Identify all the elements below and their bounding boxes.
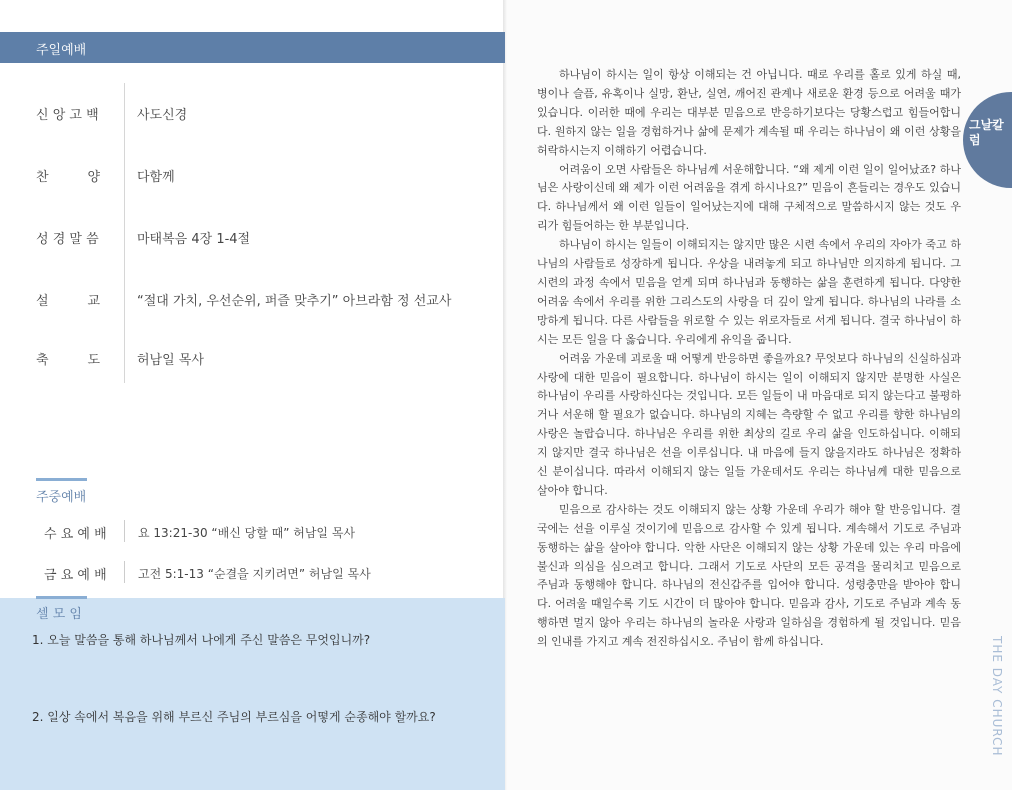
cell-group-accent-line xyxy=(36,596,87,599)
column-paragraph-4: 어려움 가운데 괴로울 때 어떻게 반응하면 좋을까요? 무엇보다 하나님의 신실하심과 사랑에 대한 믿음이 필요합니다. 하나님이 하시는 일이 이해되지 않지만 분명한 사실은 하나님이 우리를 사랑하신다는 것입니다. 모든 일들이 내 마음대로 되지 않는다고 불평하거나 서운해 할 필요가 없습니다. 하나님의 지혜는 측량할 수 없고 우리를 향한 하나님의 사랑은 놀랍습니다. 하나님은 우리를 위한 최상의 길로 우리 삶을 인도하십니다. 이해되지 않지만 결국 하나님은 선을 이루십니다. 내 마음에 들지 않을지라도 하나님은 정확하신 분이십니다. 따라서 이해되지 않는 일들 가운데서도 우리는 하나님께 대한 믿음으로 살아야 합니다. xyxy=(537,351,961,497)
row-label-creed: 신 앙 고 백 xyxy=(36,108,99,123)
wednesday-label: 수 요 예 배 xyxy=(44,527,107,542)
cell-question-2: 2. 일상 속에서 복음을 위해 부르신 주님의 부르심을 어떻게 순종해야 할까요? xyxy=(32,710,436,724)
row-value-sermon: “절대 가치, 우선순위, 퍼즐 맞추기” 아브라함 정 선교사 xyxy=(137,294,452,309)
row-value-creed: 사도신경 xyxy=(137,108,188,123)
friday-label: 금 요 예 배 xyxy=(44,568,107,583)
column-paragraph-2: 어려움이 오면 사람들은 하나님께 서운해합니다. “왜 제게 이런 일이 일어났죠? 하나님은 사랑이신데 왜 제가 이런 어려움을 겪게 하시나요?” 믿음이 흔들리는 경우도 있습니다. 하나님께서 왜 이런 일들이 일어났는지에 대해 구체적으로 말씀하시지 않는 것도 우리가 힘들어하는 한 부분입니다. xyxy=(537,162,961,233)
sunday-divider xyxy=(124,83,125,383)
row-value-hymn: 다함께 xyxy=(137,170,175,185)
row-value-benediction: 허남일 목사 xyxy=(137,353,204,368)
row-label-sermon: 설 교 xyxy=(36,294,101,309)
midweek-accent-line xyxy=(36,478,87,481)
column-body xyxy=(537,66,961,652)
cell-group-title: 셀 모 임 xyxy=(36,607,82,622)
cell-question-1: 1. 오늘 말씀을 통해 하나님께서 나에게 주신 말씀은 무엇입니까? xyxy=(32,633,371,647)
column-paragraph-5: 믿음으로 감사하는 것도 이해되지 않는 상황 가운데 우리가 해야 할 반응입니다. 결국에는 선을 이루실 것이기에 믿음으로 감사할 수 있게 됩니다. 계속해서 기도로 주님과 동행하는 삶을 살아야 합니다. 악한 사단은 이해되지 않는 상황 가운데 있는 우리 마음에 불신과 의심을 심으려고 합니다. 그래서 기도로 사단의 모든 공격을 물리치고 믿음으로 주님과 동행해야 합니다. 하나님의 전신갑주를 입어야 합니다. 성령충만을 받아야 합니다. 어려울 때일수록 기도 시간이 더 많아야 합니다. 믿음과 감사, 기도로 주님과 계속 동행하면 멀지 않아 우리는 하나님의 놀라운 사랑과 일하심을 경험하게 될 것입니다. 믿음의 인내를 가지고 계속 전진하십시오. 주님이 함께 하십니다. xyxy=(537,502,961,649)
column-badge-label: 그날칼럼 xyxy=(969,118,1004,147)
column-paragraph-3: 하나님이 하시는 일들이 이해되지는 않지만 많은 시련 속에서 우리의 자아가 죽고 하나님의 사람들로 성장하게 됩니다. 우상을 내려놓게 되고 하나님만 의지하게 됩니다. 그 시련의 과정 속에서 믿음을 얻게 되며 하나님과 동행하는 삶을 훈련하게 됩니다. 다양한 어려움 속에서 우리를 위한 그리스도의 사랑을 더 깊이 알게 됩니다. 하나님의 나라를 소망하게 됩니다. 다른 사람들을 위로할 수 있는 위로자들로 서게 됩니다. 결국 하나님이 하시는 모든 일을 다 옳습니다. 우리에게 유익을 줍니다. xyxy=(537,238,961,346)
wednesday-value: 요 13:21-30 “배신 당할 때” 허남일 목사 xyxy=(138,526,356,540)
row-value-scripture: 마태복음 4장 1-4절 xyxy=(137,232,251,247)
friday-divider xyxy=(124,561,125,583)
friday-value: 고전 5:1-13 “순결을 지키려면” 허남일 목사 xyxy=(138,567,371,581)
midweek-title: 주중예배 xyxy=(36,490,87,505)
sunday-header-title: 주일예배 xyxy=(36,43,87,58)
row-label-benediction: 축 도 xyxy=(36,353,101,368)
cell-group-box xyxy=(0,598,505,790)
row-label-hymn: 찬 양 xyxy=(36,170,101,185)
column-paragraph-1: 하나님이 하시는 일이 항상 이해되는 건 아닙니다. 때로 우리를 홀로 있게 하실 때, 병이나 슬픔, 유혹이나 실망, 환난, 실연, 깨어진 관계나 새로운 환경 등으로 어려울 때가 있습니다. 이러한 때에 우리는 대부분 믿음으로 반응하기보다는 당황스럽고 힘들어합니다. 원하지 않는 일을 경험하거나 삶에 문제가 계속될 때 우리는 하나님이 왜 이런 상황을 허락하시는지 이해하기 어렵습니다. xyxy=(537,68,961,157)
side-church-name: THE DAY CHURCH xyxy=(990,636,1004,757)
wednesday-divider xyxy=(124,520,125,542)
row-label-scripture: 성 경 말 씀 xyxy=(36,232,99,247)
